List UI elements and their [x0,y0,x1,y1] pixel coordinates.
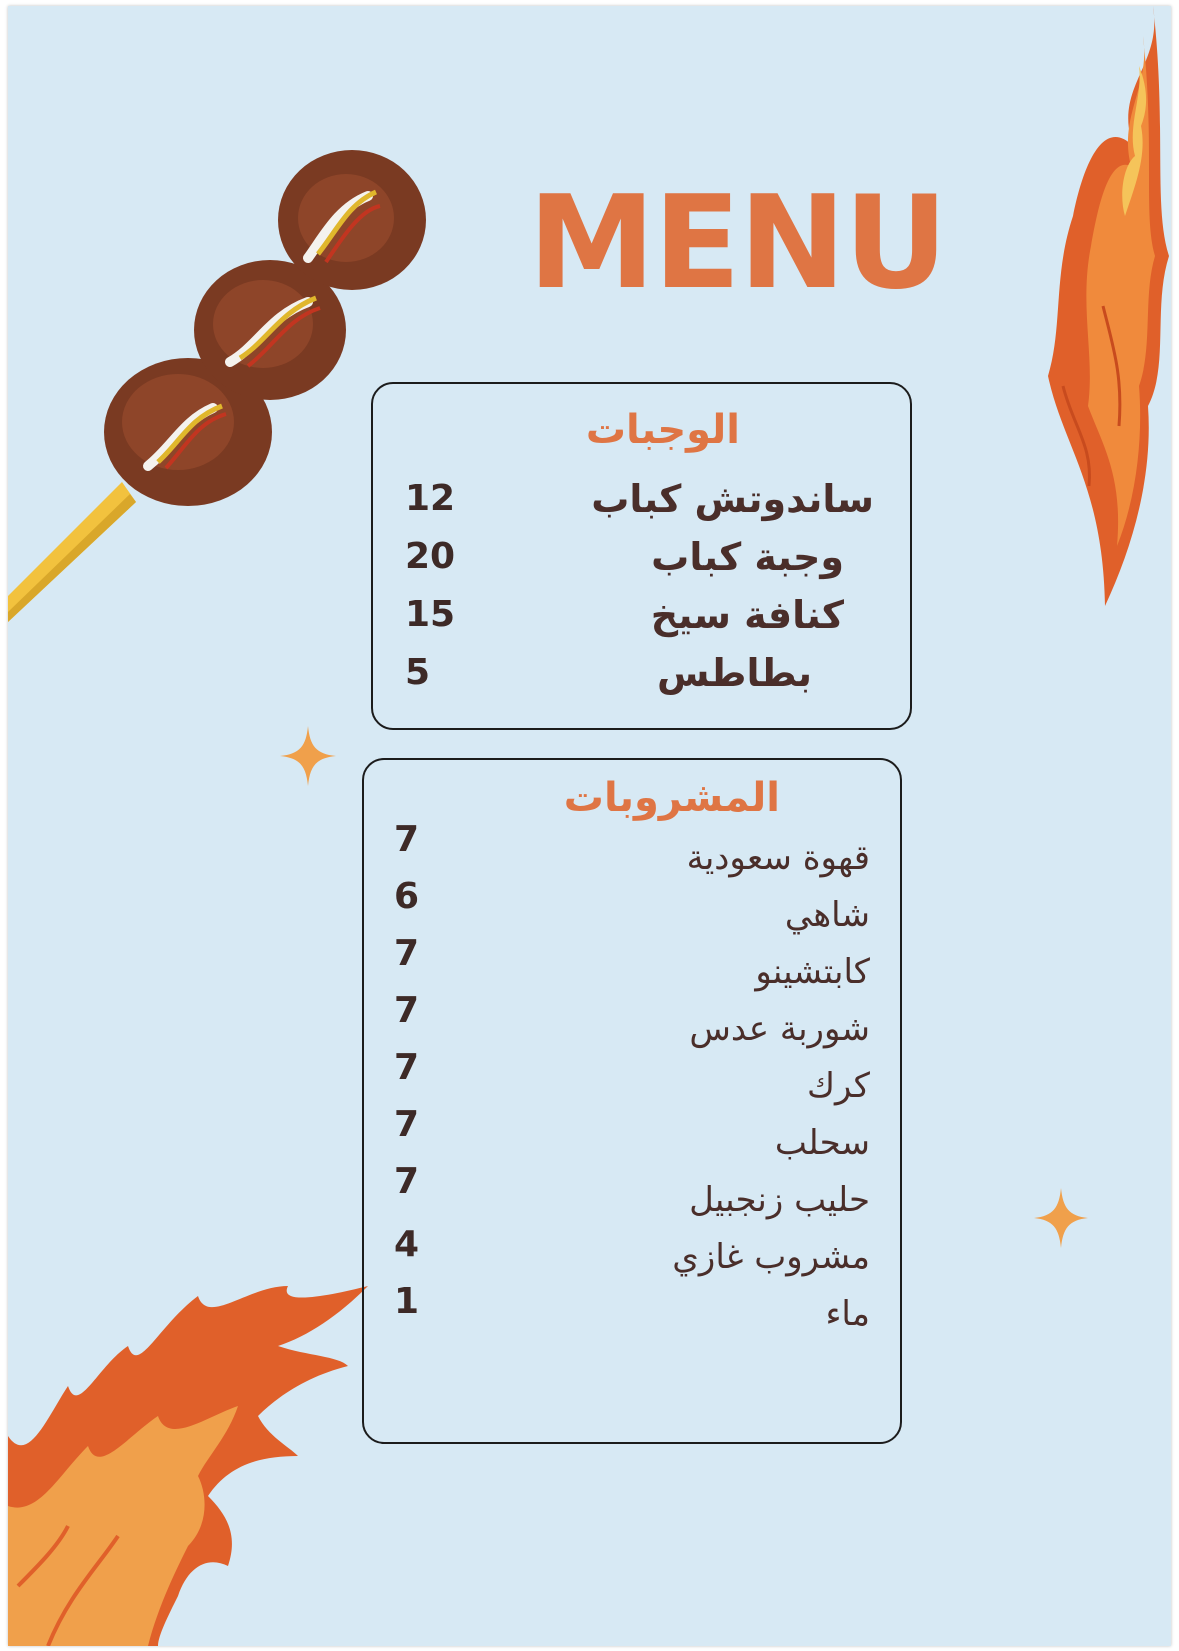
item-name: سحلب [774,1123,870,1163]
item-price: 7 [394,1047,420,1088]
item-name: بطاطس [656,651,812,695]
item-price: 7 [394,1104,420,1145]
item-name: كرك [807,1066,870,1106]
list-item [364,876,900,945]
item-name: ساندوتش كباب [591,477,874,521]
flame-illustration [1043,6,1171,656]
item-price: 1 [394,1281,420,1322]
meals-section [371,382,912,730]
list-item [364,1224,900,1287]
item-name: وجبة كباب [651,535,844,579]
item-name: كنافة سيخ [650,593,844,637]
list-item [364,933,900,1002]
item-price: 7 [394,1161,420,1202]
item-price: 5 [405,652,431,693]
item-name: مشروب غازي [672,1237,870,1277]
menu-page [8,6,1171,1646]
item-name: كابتشينو [755,952,870,992]
item-price: 4 [394,1224,420,1265]
drinks-heading: المشروبات [563,775,780,821]
meals-heading: الوجبات [585,407,740,453]
list-item [364,1161,900,1230]
list-item [373,644,910,702]
menu-title: MENU [528,169,946,318]
list-item [373,470,910,528]
item-name: شوربة عدس [689,1009,870,1049]
item-name: شاهي [784,895,870,935]
item-price: 15 [405,594,456,635]
list-item [364,990,900,1059]
item-name: قهوة سعودية [686,838,870,878]
list-item [364,1104,900,1173]
item-name: حليب زنجبيل [689,1180,870,1220]
item-price: 7 [394,990,420,1031]
drinks-section [362,758,902,1444]
item-name: ماء [825,1294,870,1334]
item-price: 7 [394,819,420,860]
sparkle-icon [280,726,336,786]
list-item [364,819,900,888]
kebab-skewer-illustration [8,146,428,646]
item-price: 7 [394,933,420,974]
list-item [364,1281,900,1344]
item-price: 12 [405,478,456,519]
list-item [373,586,910,644]
list-item [364,1047,900,1116]
flame-illustration [8,1266,388,1646]
item-price: 20 [405,536,456,577]
item-price: 6 [394,876,420,917]
list-item [373,528,910,586]
sparkle-icon [1034,1188,1088,1248]
